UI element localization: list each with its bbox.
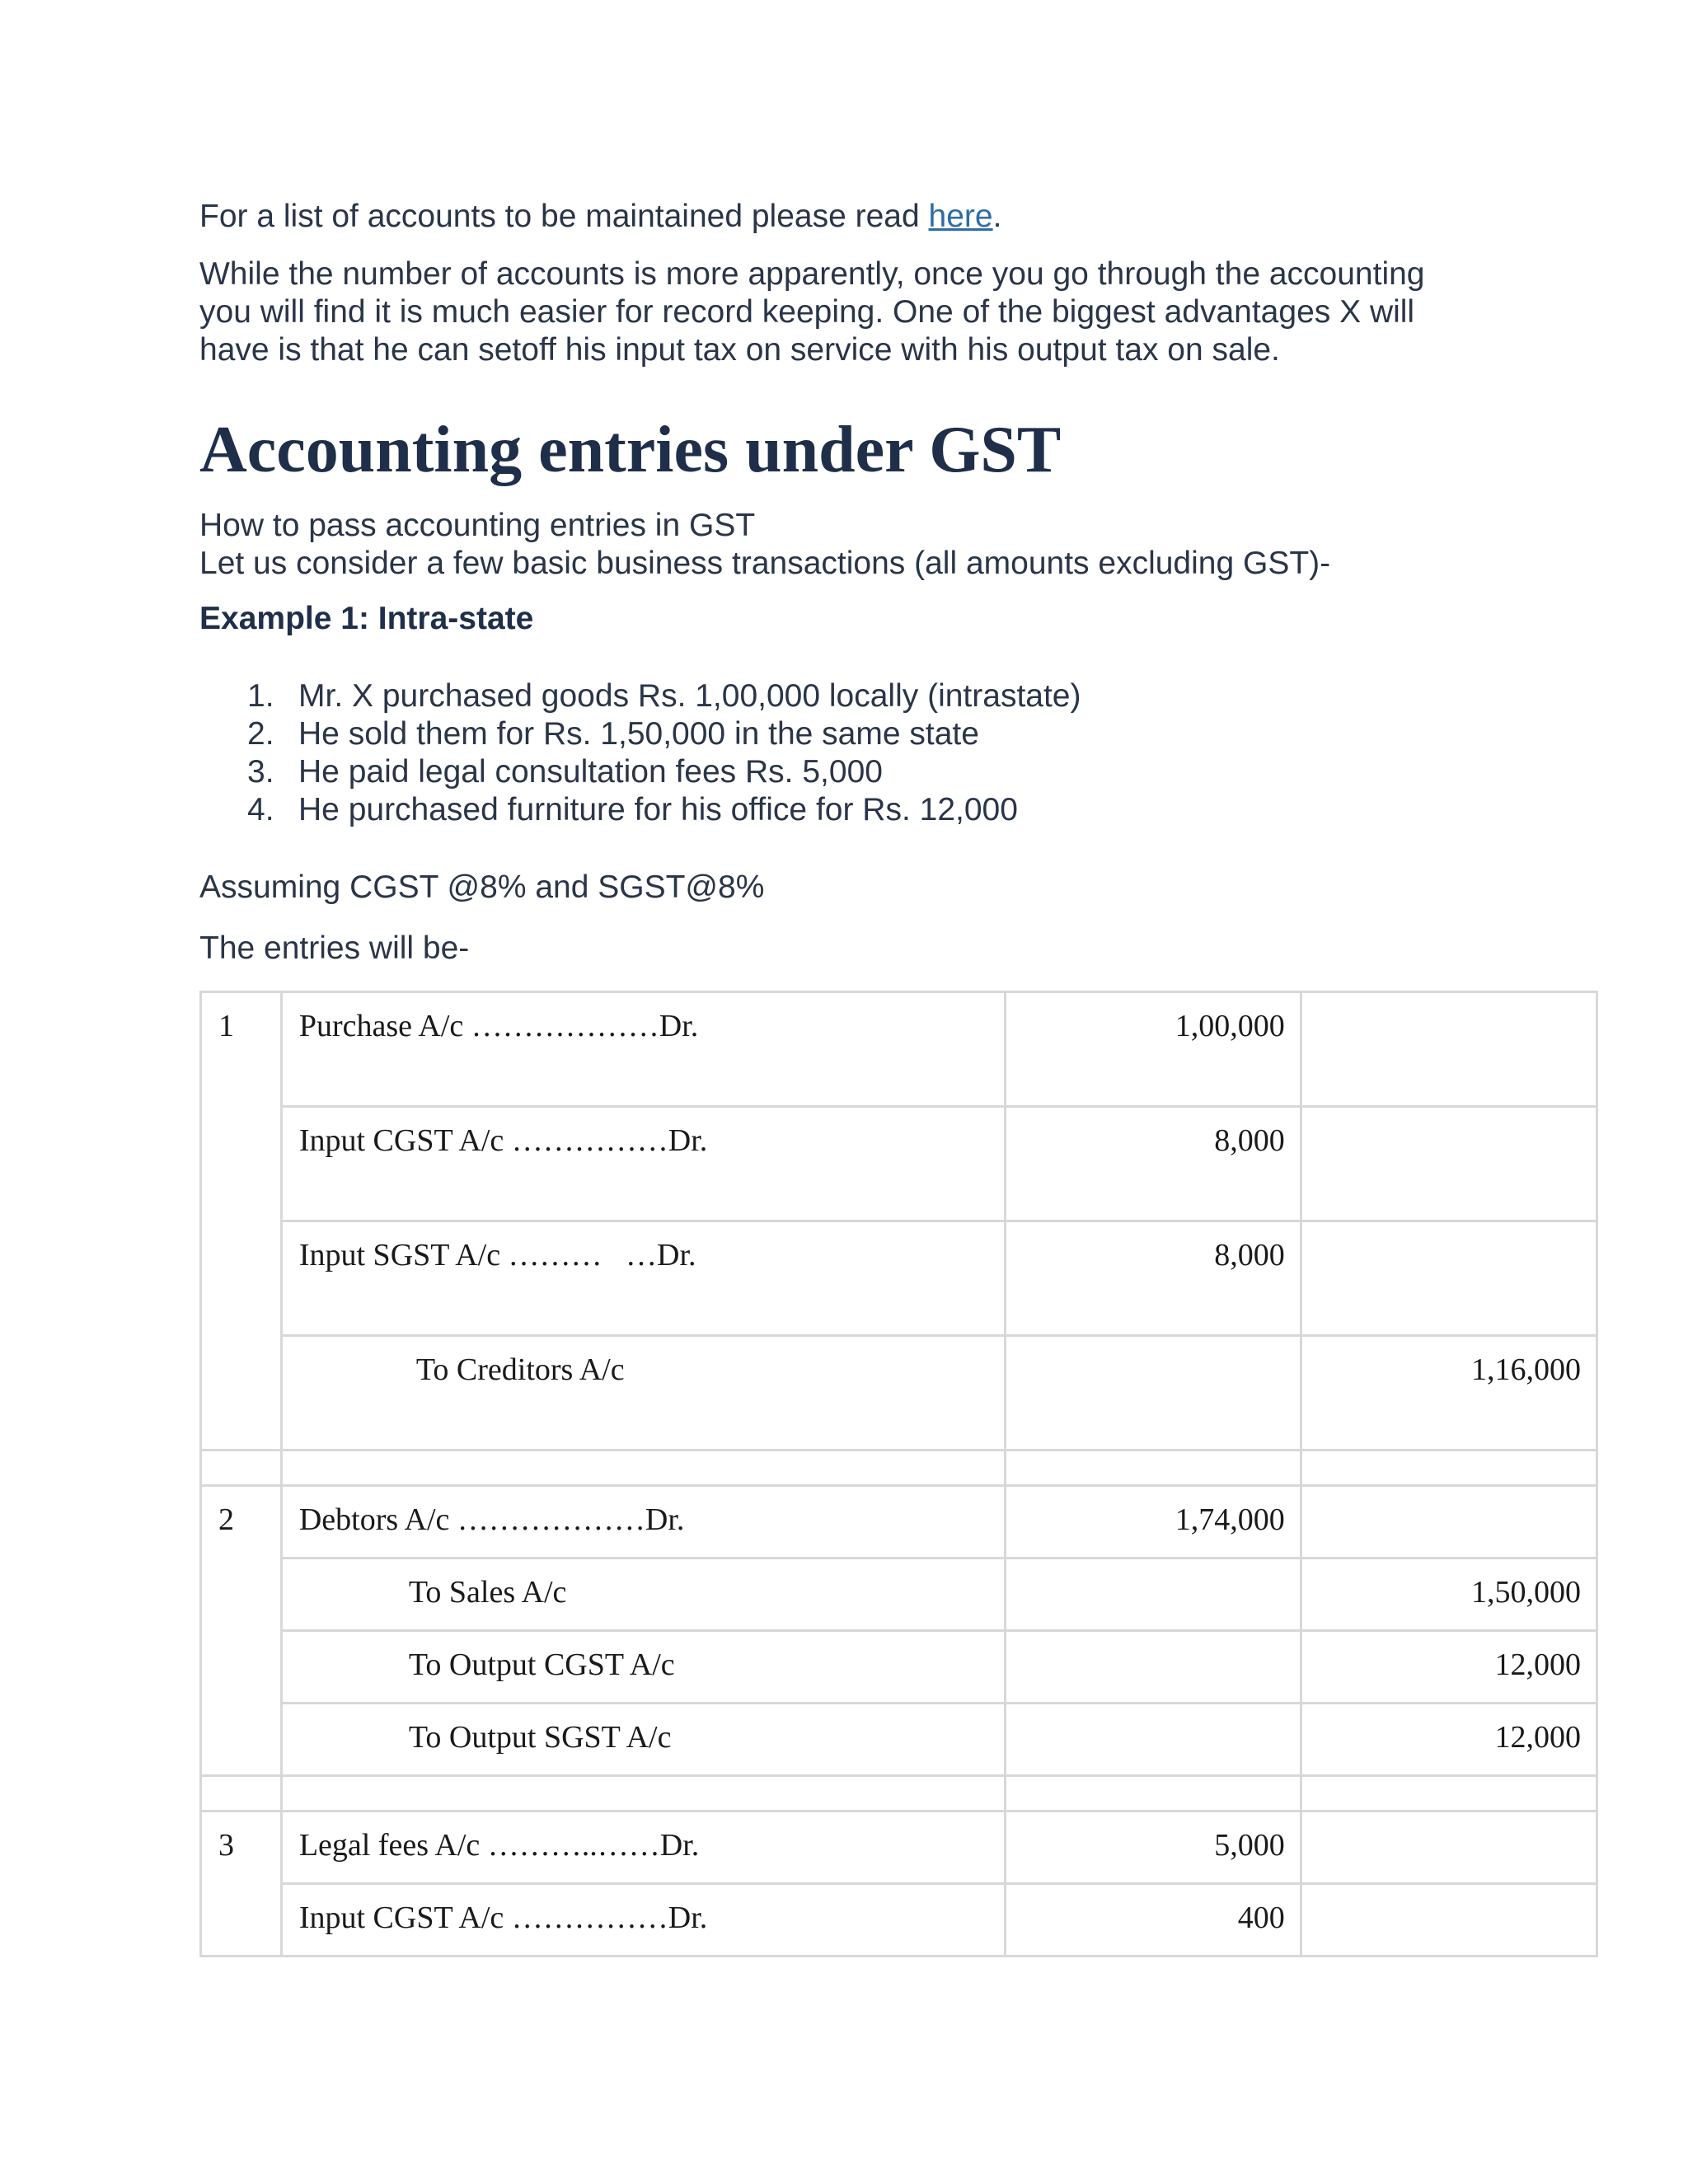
accounts-paragraph: While the number of accounts is more apparently, once you go through the accounting you will find it is much easier for record keeping. One of the biggest advantages X will have is that he can setoff his input tax on service with his output tax on sale. — [199, 256, 1425, 368]
list-text: He sold them for Rs. 1,50,000 in the same state — [298, 716, 979, 752]
debit-cell — [1006, 1631, 1301, 1704]
particulars-cell: Input CGST A/c ……………Dr. — [281, 1884, 1006, 1957]
debit-cell: 1,00,000 — [1006, 992, 1301, 1107]
entries-intro-line: The entries will be- — [199, 930, 470, 966]
spacer-row — [201, 1451, 1597, 1486]
debit-cell: 8,000 — [1006, 1107, 1301, 1221]
credit-cell — [1301, 1107, 1597, 1221]
list-item — [199, 753, 1081, 791]
table-row — [201, 992, 1597, 1107]
list-number: 1. — [247, 678, 274, 714]
spacer-row — [201, 1776, 1597, 1811]
intro-text: For a list of accounts to be maintained please read — [199, 199, 929, 234]
here-link[interactable]: here — [928, 199, 993, 234]
debit-cell: 1,74,000 — [1006, 1486, 1301, 1558]
table-row — [201, 1631, 1597, 1704]
credit-cell — [1301, 1811, 1597, 1884]
entry-number: 3 — [201, 1811, 282, 1957]
credit-cell — [1301, 992, 1597, 1107]
intro-period: . — [992, 199, 1002, 234]
debit-cell — [1006, 1704, 1301, 1776]
credit-cell: 1,50,000 — [1301, 1558, 1597, 1631]
particulars-cell: To Output SGST A/c — [281, 1704, 1006, 1776]
list-number: 2. — [247, 716, 274, 752]
transaction-list — [199, 677, 1081, 829]
table-row — [201, 1336, 1597, 1451]
consider-line: Let us consider a few basic business transactions (all amounts excluding GST)- — [199, 546, 1331, 581]
particulars-cell: To Sales A/c — [281, 1558, 1006, 1631]
how-to-line: How to pass accounting entries in GST — [199, 508, 756, 543]
debit-cell: 400 — [1006, 1884, 1301, 1957]
credit-cell — [1301, 1221, 1597, 1336]
credit-cell: 1,16,000 — [1301, 1336, 1597, 1451]
list-text: He purchased furniture for his office for Rs. 12,000 — [298, 792, 1018, 827]
particulars-cell: To Creditors A/c — [281, 1336, 1006, 1451]
credit-cell — [1301, 1486, 1597, 1558]
entry-number: 2 — [201, 1486, 282, 1776]
credit-cell: 12,000 — [1301, 1704, 1597, 1776]
journal-table — [199, 991, 1598, 1957]
particulars-cell: Purchase A/c ………………Dr. — [281, 992, 1006, 1107]
debit-cell — [1006, 1558, 1301, 1631]
table-row — [201, 1884, 1597, 1957]
credit-cell: 12,000 — [1301, 1631, 1597, 1704]
list-number: 4. — [247, 792, 274, 827]
list-number: 3. — [247, 754, 274, 790]
table-row — [201, 1107, 1597, 1221]
how-to-block — [199, 507, 1330, 583]
list-item — [199, 677, 1081, 715]
list-item — [199, 715, 1081, 753]
debit-cell: 8,000 — [1006, 1221, 1301, 1336]
list-text: He paid legal consultation fees Rs. 5,000 — [298, 754, 883, 790]
intro-line — [199, 198, 1001, 236]
debit-cell — [1006, 1336, 1301, 1451]
table-row — [201, 1811, 1597, 1884]
particulars-cell: Input CGST A/c ……………Dr. — [281, 1107, 1006, 1221]
list-item — [199, 791, 1081, 829]
debit-cell: 5,000 — [1006, 1811, 1301, 1884]
entry-number: 1 — [201, 992, 282, 1451]
table-row — [201, 1704, 1597, 1776]
particulars-cell: Input SGST A/c ……… …Dr. — [281, 1221, 1006, 1336]
table-row — [201, 1221, 1597, 1336]
particulars-cell: Debtors A/c ………………Dr. — [281, 1486, 1006, 1558]
particulars-cell: To Output CGST A/c — [281, 1631, 1006, 1704]
assumption-line: Assuming CGST @8% and SGST@8% — [199, 869, 765, 905]
credit-cell — [1301, 1884, 1597, 1957]
particulars-cell: Legal fees A/c ………..……Dr. — [281, 1811, 1006, 1884]
list-text: Mr. X purchased goods Rs. 1,00,000 locally (intrastate) — [298, 678, 1081, 714]
page-heading: Accounting entries under GST — [199, 414, 1062, 486]
example-title: Example 1: Intra-state — [199, 601, 534, 636]
table-row — [201, 1486, 1597, 1558]
table-row — [201, 1558, 1597, 1631]
